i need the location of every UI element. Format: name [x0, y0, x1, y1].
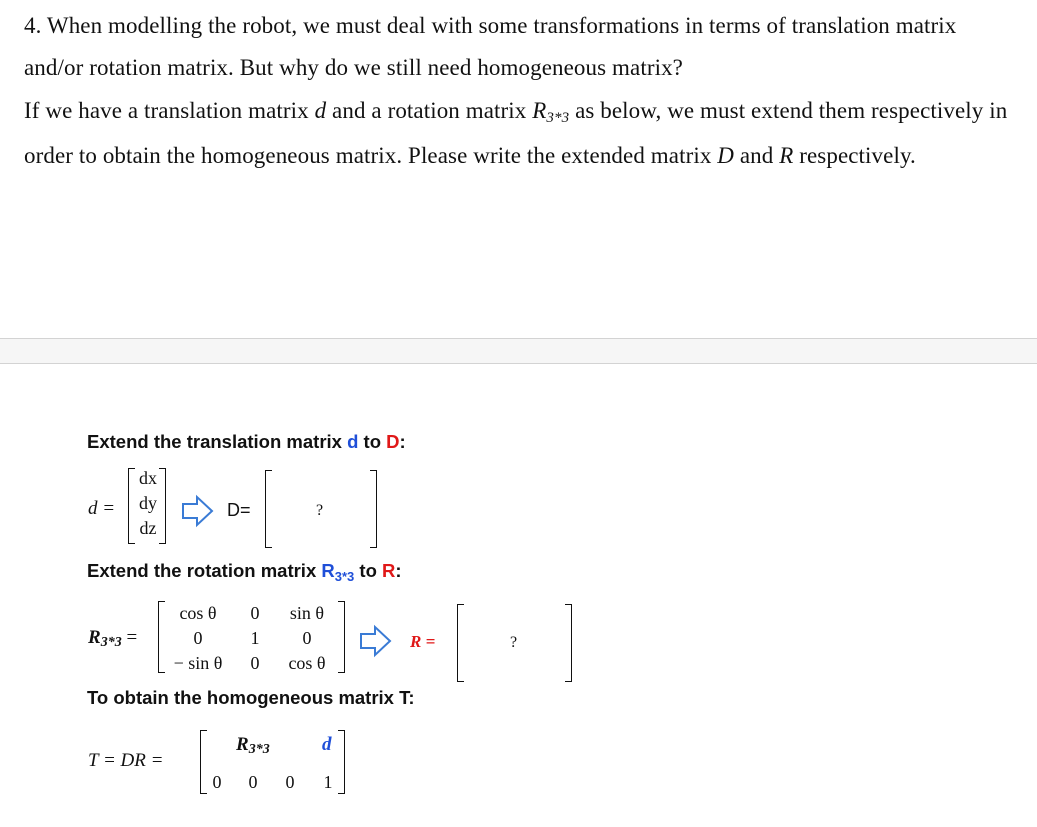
- R33-eq: =: [126, 627, 138, 648]
- R33-cell: [163, 603, 233, 624]
- T-bottom-cell-text: 0: [285, 772, 295, 792]
- R-label-text: R =: [410, 632, 436, 651]
- R-label: [410, 633, 435, 650]
- d-label: [88, 499, 115, 518]
- var-D: D: [717, 143, 734, 168]
- heading-var-D: D: [386, 431, 400, 452]
- heading-text: Extend the rotation matrix: [87, 560, 322, 581]
- R33-cell-text: 0: [250, 653, 260, 673]
- R33-cell: [161, 653, 235, 674]
- section-divider: [0, 338, 1037, 364]
- text-fragment: If we have a translation matrix: [24, 98, 315, 123]
- text-fragment: and: [734, 143, 780, 168]
- heading-var-d: d: [347, 431, 359, 452]
- R33-label-text: R: [88, 627, 101, 648]
- R33-cell: [243, 653, 267, 674]
- heading-text: to: [354, 560, 383, 581]
- heading-var-R2: R: [382, 560, 396, 581]
- R33-label-sub: 3*3: [100, 635, 122, 650]
- T-bottom-cell-text: 1: [323, 772, 333, 792]
- R-bracket-right: [565, 604, 572, 682]
- T-cell-d-text: d: [322, 734, 332, 755]
- T-bottom-cell: [317, 772, 339, 793]
- R33-cell: [243, 603, 267, 624]
- T-bottom-cell: [242, 772, 264, 793]
- R33-label: [88, 627, 138, 650]
- R-placeholder: [510, 635, 517, 651]
- question-instructions: [24, 90, 1014, 177]
- arrow-right-icon: [359, 624, 393, 658]
- R33-cell: [163, 628, 233, 649]
- T-bottom-cell-text: 0: [212, 772, 222, 792]
- T-cell-d: [322, 735, 332, 754]
- text-fragment: and a rotation matrix: [326, 98, 533, 123]
- D-bracket-left: [265, 470, 272, 548]
- R33-cell-text: sin θ: [289, 603, 325, 623]
- R33-cell-text: cos θ: [288, 653, 326, 673]
- d-entry-text: dz: [139, 518, 157, 538]
- heading-homogeneous: [87, 687, 415, 709]
- D-label: [227, 501, 251, 519]
- R-placeholder-text: ?: [510, 634, 518, 651]
- R33-cell-text: 0: [302, 628, 312, 648]
- heading-text: :: [399, 431, 406, 452]
- heading-var-R: R: [321, 560, 335, 581]
- d-entry-z: [135, 518, 161, 539]
- heading-rotation: [87, 560, 402, 582]
- T-bottom-cell: [206, 772, 228, 793]
- heading-var-R-sub: 3*3: [334, 569, 355, 584]
- var-R: R: [532, 98, 547, 123]
- heading-text: :: [395, 560, 402, 581]
- D-placeholder-text: ?: [316, 502, 324, 519]
- T-bottom-cell: [279, 772, 301, 793]
- T-cell-R33-text: R: [236, 734, 249, 755]
- heading-translation: [87, 431, 406, 453]
- question-line1: 4. When modelling the robot, we must deal with some transformations in terms of translation matrix and/or rotation matrix. But why do we still need homogeneous matrix?: [24, 13, 957, 80]
- R33-cell-text: 0: [250, 603, 260, 623]
- R33-cell: [276, 653, 338, 674]
- d-entry-text: dx: [139, 468, 157, 488]
- d-label-text: d =: [88, 498, 116, 519]
- R33-cell-text: 1: [250, 628, 260, 648]
- text-fragment: respectively.: [793, 143, 916, 168]
- text-fragment: as below, we must extend them respectively in order to obtain the homogeneous matrix. Please write the extended matrix: [24, 98, 1008, 168]
- d-bracket-left: [128, 468, 135, 544]
- T-label: [88, 751, 163, 770]
- R33-bracket-right: [338, 601, 345, 673]
- heading-text: to: [358, 431, 387, 452]
- var-R-sub: 3*3: [546, 110, 570, 126]
- T-bottom-cell-text: 0: [248, 772, 258, 792]
- R33-cell: [243, 628, 267, 649]
- var-d: d: [314, 98, 327, 123]
- D-bracket-right: [370, 470, 377, 548]
- R33-cell-text: cos θ: [179, 603, 217, 623]
- d-entry-text: dy: [139, 493, 157, 513]
- d-entry-x: [135, 468, 161, 489]
- T-label-text: T = DR =: [88, 750, 164, 771]
- T-bracket-right: [338, 730, 345, 794]
- heading-text: Extend the translation matrix: [87, 431, 348, 452]
- D-label-text: D=: [227, 500, 251, 520]
- question-line2: [24, 90, 1014, 177]
- R-bracket-left: [457, 604, 464, 682]
- question-text: [24, 5, 1014, 89]
- T-cell-R33: [236, 734, 270, 757]
- arrow-right-icon: [181, 494, 215, 528]
- R33-cell: [276, 603, 338, 624]
- R33-cell: [276, 628, 338, 649]
- D-placeholder: [316, 503, 323, 519]
- T-cell-R33-sub: 3*3: [248, 742, 270, 757]
- d-entry-y: [135, 493, 161, 514]
- var-R2: R: [779, 143, 794, 168]
- R33-cell-text: − sin θ: [173, 653, 223, 673]
- R33-cell-text: 0: [193, 628, 203, 648]
- heading-text: To obtain the homogeneous matrix T:: [87, 687, 415, 708]
